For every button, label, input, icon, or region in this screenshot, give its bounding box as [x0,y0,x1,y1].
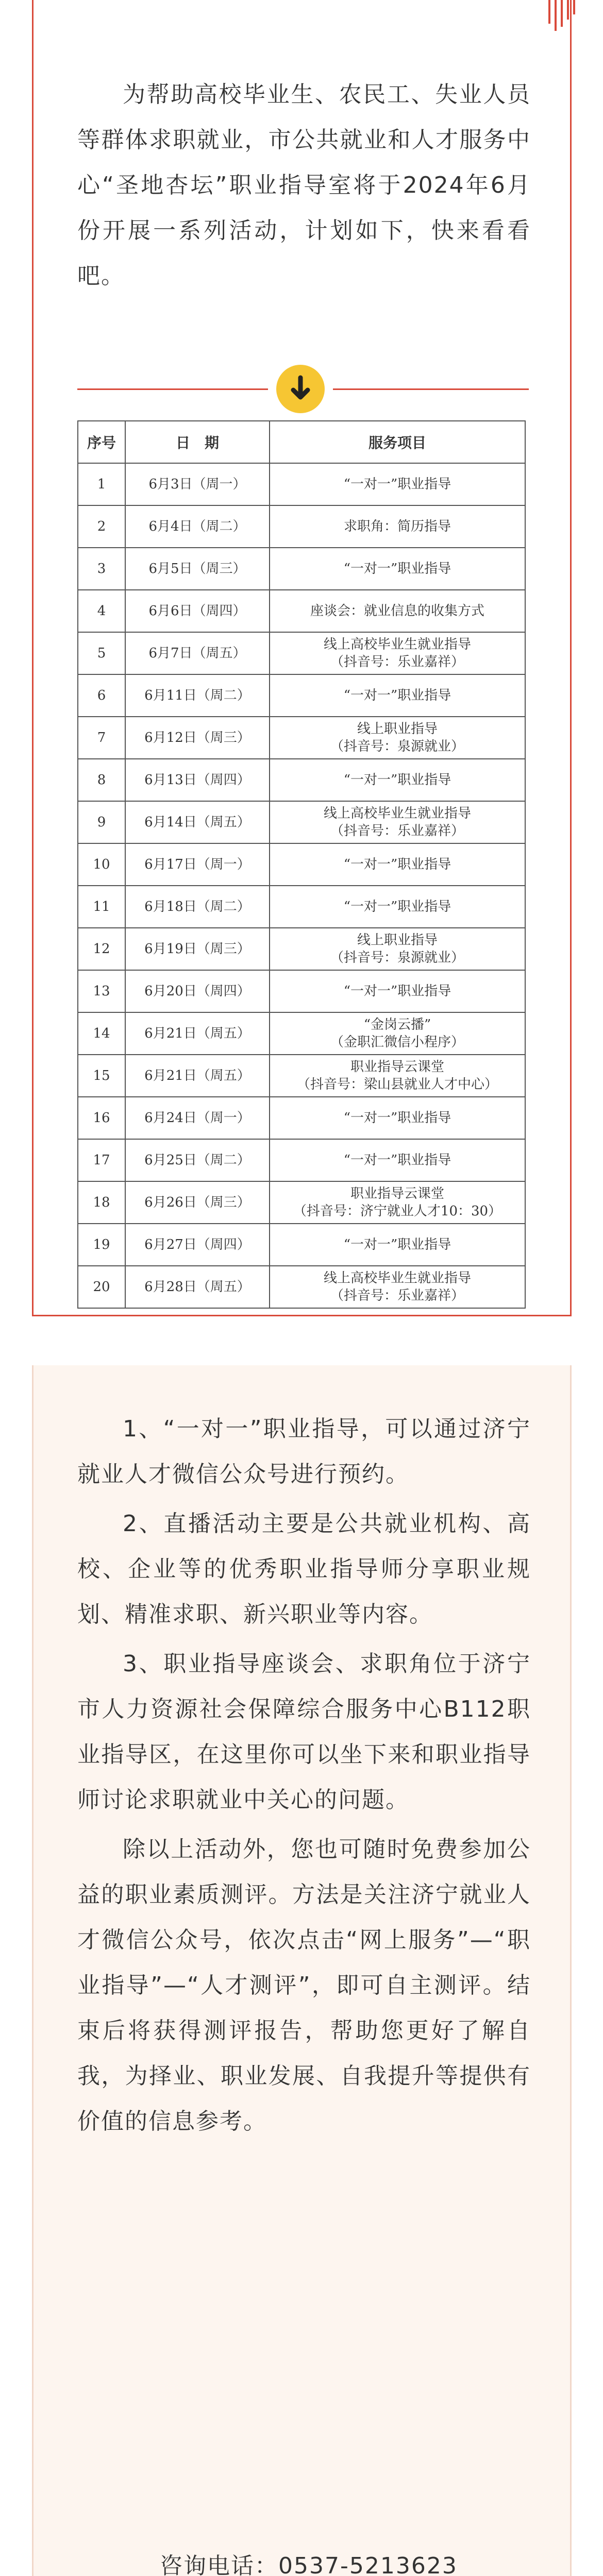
cell-no: 11 [78,886,125,928]
cell-no: 20 [78,1266,125,1308]
cell-date: 6月26日（周三） [125,1181,270,1224]
arrow-down-circle-icon [276,365,325,413]
cell-service: “一对一”职业指导 [270,463,525,505]
table-row [78,886,525,928]
cell-service: 线上职业指导 （抖音号：泉源就业） [270,928,525,970]
cell-date: 6月5日（周三） [125,548,270,590]
table-row [78,1097,525,1139]
cell-date: 6月14日（周五） [125,801,270,843]
cell-service: “一对一”职业指导 [270,1097,525,1139]
cell-no: 7 [78,717,125,759]
cell-date: 6月7日（周五） [125,632,270,674]
cell-service: 座谈会：就业信息的收集方式 [270,590,525,632]
table-row [78,1181,525,1224]
note-3: 3、职业指导座谈会、求职角位于济宁市人力资源社会保障综合服务中心B112职业指导区，在这里你可以坐下来和职业指导师讨论求职就业中关心的问题。 [77,1651,531,1813]
cell-no: 2 [78,505,125,548]
notes-section [77,1406,531,2148]
cell-no: 5 [78,632,125,674]
cell-service: 职业指导云课堂 （抖音号：梁山县就业人才中心） [270,1055,525,1097]
cell-no: 18 [78,1181,125,1224]
cell-date: 6月12日（周三） [125,717,270,759]
cell-date: 6月3日（周一） [125,463,270,505]
cell-date: 6月25日（周二） [125,1139,270,1181]
table-header-row [78,421,525,463]
contact-section [77,2545,541,2576]
table-row [78,1266,525,1308]
cell-date: 6月28日（周五） [125,1266,270,1308]
cell-no: 9 [78,801,125,843]
divider-right [333,388,529,390]
divider-left [77,388,268,390]
table-row [78,717,525,759]
cell-date: 6月24日（周一） [125,1097,270,1139]
cell-date: 6月4日（周二） [125,505,270,548]
table-row [78,1055,525,1097]
table-row [78,843,525,886]
cell-date: 6月19日（周三） [125,928,270,970]
note-1: 1、“一对一”职业指导，可以通过济宁就业人才微信公众号进行预约。 [77,1416,531,1487]
table-row [78,1139,525,1181]
cell-service: 线上高校毕业生就业指导 （抖音号：乐业嘉祥） [270,632,525,674]
cell-no: 6 [78,674,125,717]
cell-date: 6月6日（周四） [125,590,270,632]
cell-service: “一对一”职业指导 [270,886,525,928]
cell-no: 13 [78,970,125,1012]
cell-no: 8 [78,759,125,801]
intro-paragraph: 为帮助高校毕业生、农民工、失业人员等群体求职就业，市公共就业和人才服务中心“圣地杏坛”职业指导室将于2024年6月份开展一系列活动，计划如下，快来看看吧。 [77,81,531,289]
cell-no: 1 [78,463,125,505]
cell-service: “一对一”职业指导 [270,970,525,1012]
cell-no: 16 [78,1097,125,1139]
cell-no: 17 [78,1139,125,1181]
cell-service: “一对一”职业指导 [270,1224,525,1266]
table-row [78,928,525,970]
cell-service: 职业指导云课堂 （抖音号：济宁就业人才10：30） [270,1181,525,1224]
cell-date: 6月17日（周一） [125,843,270,886]
header-service: 服务项目 [270,421,525,463]
header-no: 序号 [78,421,125,463]
table-row [78,674,525,717]
table-row [78,1012,525,1055]
cell-service: 线上职业指导 （抖音号：泉源就业） [270,717,525,759]
cell-date: 6月21日（周五） [125,1012,270,1055]
table-row [78,1224,525,1266]
cell-date: 6月27日（周四） [125,1224,270,1266]
table-row [78,463,525,505]
cell-no: 14 [78,1012,125,1055]
cell-date: 6月18日（周二） [125,886,270,928]
table-row [78,801,525,843]
cell-service: “一对一”职业指导 [270,843,525,886]
cell-no: 15 [78,1055,125,1097]
cell-date: 6月13日（周四） [125,759,270,801]
schedule-table [77,420,526,1309]
table-row [78,505,525,548]
cell-service: “金岗云播” （金职汇微信小程序） [270,1012,525,1055]
cell-no: 12 [78,928,125,970]
corner-stripes-icon [544,0,580,36]
contact-phone: 咨询电话：0537-5213623 [160,2553,458,2576]
cell-date: 6月20日（周四） [125,970,270,1012]
table-row [78,970,525,1012]
note-4: 除以上活动外，您也可随时免费参加公益的职业素质测评。方法是关注济宁就业人才微信公众号，依次点击“网上服务”—“职业指导”—“人才测评”，即可自主测评。结束后将获得测评报告，帮助您更好了解自我，为择业、职业发展、自我提升等提供有价值的信息参考。 [77,1836,531,2134]
table-row [78,632,525,674]
table-row [78,590,525,632]
cell-service: “一对一”职业指导 [270,548,525,590]
cell-no: 3 [78,548,125,590]
cell-service: “一对一”职业指导 [270,1139,525,1181]
table-row [78,548,525,590]
cell-date: 6月21日（周五） [125,1055,270,1097]
cell-no: 4 [78,590,125,632]
note-2: 2、直播活动主要是公共就业机构、高校、企业等的优秀职业指导师分享职业规划、精准求职、新兴职业等内容。 [77,1511,531,1628]
cell-date: 6月11日（周二） [125,674,270,717]
cell-service: 线上高校毕业生就业指导 （抖音号：乐业嘉祥） [270,1266,525,1308]
cell-no: 10 [78,843,125,886]
table-row [78,759,525,801]
cell-service: “一对一”职业指导 [270,674,525,717]
cell-service: 线上高校毕业生就业指导 （抖音号：乐业嘉祥） [270,801,525,843]
cell-no: 19 [78,1224,125,1266]
header-date: 日 期 [125,421,270,463]
cell-service: 求职角：简历指导 [270,505,525,548]
cell-service: “一对一”职业指导 [270,759,525,801]
